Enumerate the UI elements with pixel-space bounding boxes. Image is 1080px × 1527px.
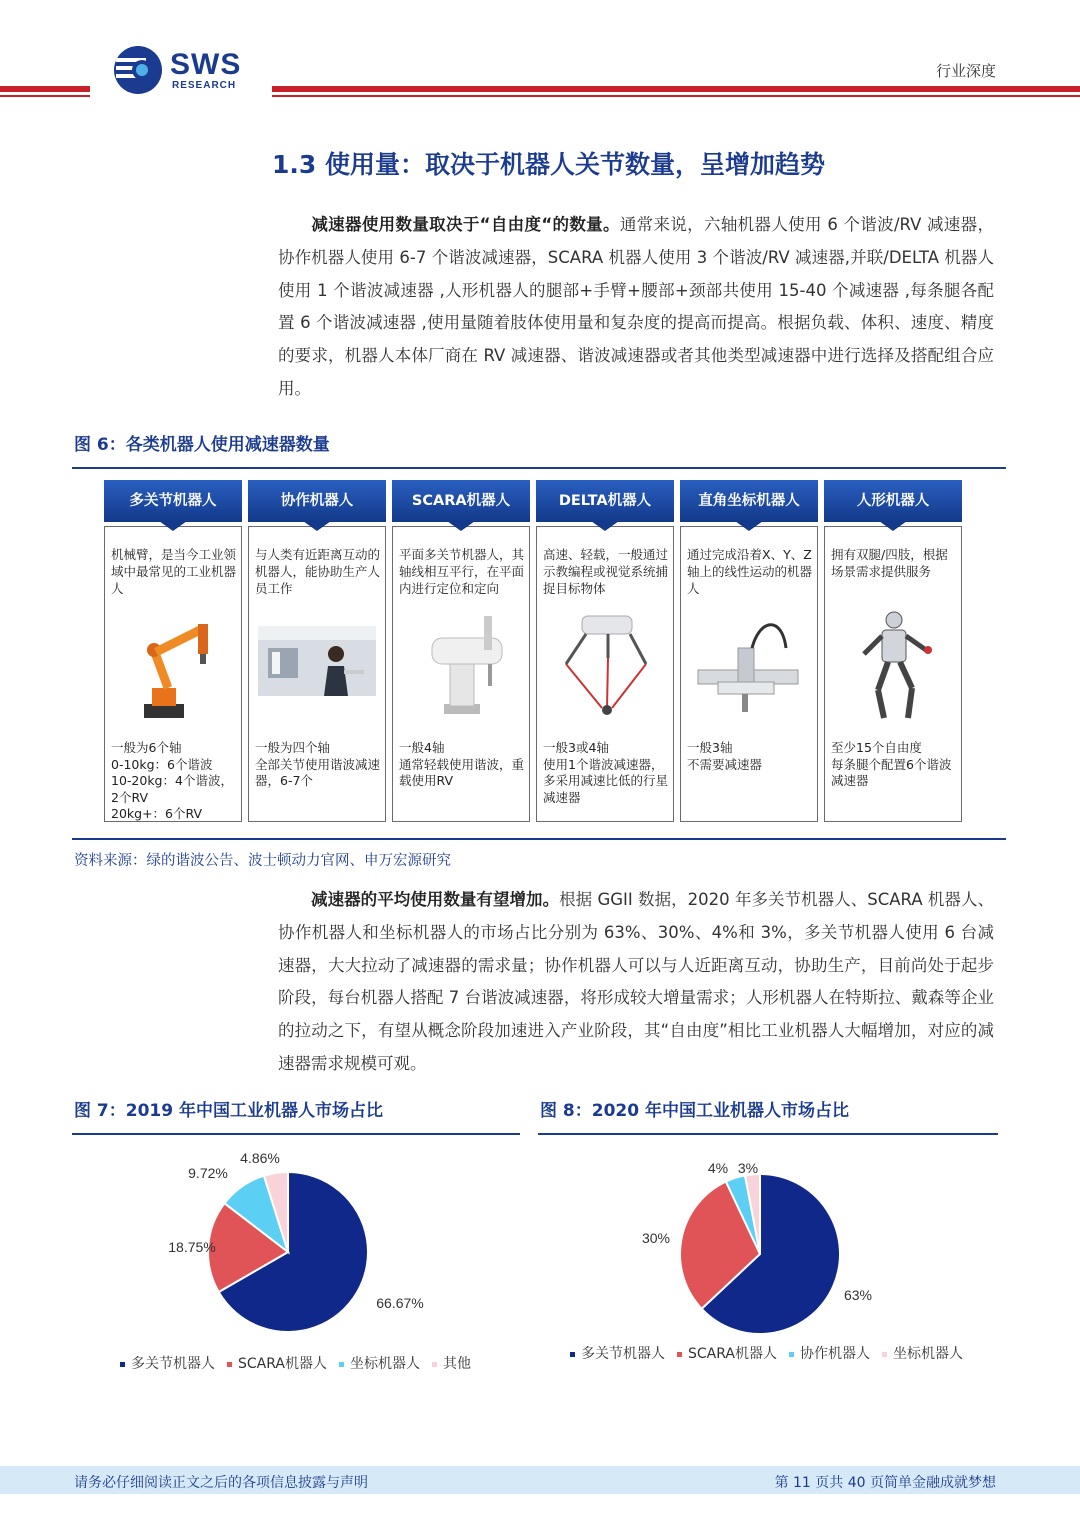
header-arrow <box>303 521 331 531</box>
legend-label: 坐标机器人 <box>892 1346 963 1362</box>
logo-text: SWS <box>170 48 242 81</box>
collaborative-robot-icon <box>258 608 376 728</box>
robot-description: 机械臂，是当今工业领域中最常见的工业机器人 <box>111 547 237 596</box>
robot-type-header: 协作机器人 <box>248 480 386 522</box>
pie-data-label: 63% <box>843 1287 873 1303</box>
footer-page-info: 第 11 页共 40 页简单金融成就梦想 <box>774 1475 996 1491</box>
robot-reducer-spec: 一般4轴 通常轻载使用谐波，重载使用RV <box>399 740 525 788</box>
paragraph-body: 根据 GGII 数据，2020 年多关节机器人、SCARA 机器人、协作机器人和坐标机器人的市场占比分别为 63%、30%、4%和 3%，多关节机器人使用 6 台减速器，大大拉动了减速器的需求量；协作机器人可以与人近距离互动，协助生产，目前尚处于起步阶段，每台机器人搭配 7 台谐波减速器，将形成较大增量需求；人形机器人在特斯拉、戴森等企业的拉动之下，有望从概念阶段加速进入产业阶段，其“自由度”相比工业机器人大幅增加，对应的减速器需求规模可观。 <box>278 890 995 1073</box>
sws-logo-icon <box>112 44 164 96</box>
legend-item <box>227 1356 327 1372</box>
header-rule <box>0 95 90 97</box>
legend-swatch <box>227 1362 232 1367</box>
robot-column <box>392 480 530 822</box>
paragraph-lead: 减速器的平均使用数量有望增加。 <box>311 890 560 909</box>
pie-data-label: 3% <box>737 1160 759 1176</box>
legend-item <box>570 1346 665 1362</box>
pie-data-label: 30% <box>641 1230 671 1246</box>
robot-column <box>104 480 242 822</box>
legend-label: SCARA机器人 <box>688 1346 777 1362</box>
figure-rule <box>538 1133 998 1135</box>
legend-label: 坐标机器人 <box>349 1356 420 1372</box>
sws-logo <box>112 44 262 100</box>
robot-column <box>680 480 818 822</box>
robot-comparison-table <box>104 480 964 822</box>
figure-rule <box>72 1133 520 1135</box>
paragraph-lead: 减速器使用数量取决于“自由度“的数量。 <box>311 215 620 234</box>
robot-type-header: DELTA机器人 <box>536 480 674 522</box>
robot-description: 与人类有近距离互动的机器人，能协助生产人员工作 <box>255 547 381 596</box>
header-arrow <box>735 521 763 531</box>
pie-data-label: 66.67% <box>376 1295 424 1311</box>
figure-rule <box>72 467 1006 469</box>
pie-data-label: 18.75% <box>168 1239 216 1255</box>
footer-disclaimer: 请务必仔细阅读正文之后的各项信息披露与声明 <box>74 1475 368 1491</box>
legend-item <box>789 1346 870 1362</box>
pie-chart-2020 <box>570 1140 970 1340</box>
robot-reducer-spec: 一般为6个轴 0-10kg：6个谐波 10-20kg：4个谐波，2个RV 20kg+：6个RV <box>111 740 233 821</box>
paragraph-body: 通常来说，六轴机器人使用 6 个谐波/RV 减速器，协作机器人使用 6-7 个谐波减速器，SCARA 机器人使用 3 个谐波/RV 减速器,并联/DELTA 机器人使用 1 个谐波减速器 ,人形机器人的腿部+手臂+腰部+颈部共使用 15-40 个减速器 ,每条腿各配置 6 个谐波减速器 ,使用量随着肢体使用量和复杂度的提高而提高。根据负载、体积、速度、精度的要求，机器人本体厂商在 RV 减速器、谐波减速器或者其他类型减速器中进行选择及搭配组合应用。 <box>278 215 994 398</box>
pie-legend-2020 <box>570 1343 975 1363</box>
legend-label: SCARA机器人 <box>238 1356 327 1372</box>
robot-type-header: 人形机器人 <box>824 480 962 522</box>
industrial-arm-icon <box>114 608 232 728</box>
header-rule <box>272 86 1080 92</box>
legend-item <box>339 1356 420 1372</box>
legend-item <box>432 1356 471 1372</box>
robot-reducer-spec: 至少15个自由度 每条腿个配置6个谐波减速器 <box>831 740 952 788</box>
cartesian-robot-icon <box>690 608 808 728</box>
figure-title: 图 7：2019 年中国工业机器人市场占比 <box>74 1101 383 1121</box>
figure-title: 图 6：各类机器人使用减速器数量 <box>74 435 330 455</box>
robot-type-header: SCARA机器人 <box>392 480 530 522</box>
legend-swatch <box>677 1352 682 1357</box>
figure-rule <box>72 838 1006 840</box>
scara-robot-icon <box>402 608 520 728</box>
legend-swatch <box>789 1352 794 1357</box>
delta-robot-icon <box>546 608 664 728</box>
legend-item <box>120 1356 215 1372</box>
legend-swatch <box>432 1362 437 1367</box>
robot-column <box>536 480 674 822</box>
legend-swatch <box>570 1352 575 1357</box>
legend-swatch <box>339 1362 344 1367</box>
legend-swatch <box>882 1352 887 1357</box>
header-arrow <box>159 521 187 531</box>
robot-reducer-spec: 一般3轴 不需要减速器 <box>687 740 763 772</box>
legend-label: 其他 <box>442 1356 471 1372</box>
pie-data-label: 4.86% <box>240 1150 280 1166</box>
logo-subtext: RESEARCH <box>172 80 237 91</box>
section-title: 1.3 使用量：取决于机器人关节数量，呈增加趋势 <box>272 150 825 179</box>
robot-reducer-spec: 一般为四个轴 全部关节使用谐波减速器，6-7个 <box>255 740 381 788</box>
legend-label: 协作机器人 <box>799 1346 870 1362</box>
body-paragraph <box>278 209 994 406</box>
robot-description: 平面多关节机器人，其轴线相互平行，在平面内进行定位和定向 <box>399 547 525 596</box>
pie-legend-2019 <box>120 1353 483 1373</box>
legend-item <box>882 1346 963 1362</box>
pie-data-label: 9.72% <box>188 1165 228 1181</box>
robot-reducer-spec: 一般3或4轴 使用1个谐波减速器，多采用减速比低的行星减速器 <box>543 740 669 805</box>
header-category-label: 行业深度 <box>935 62 996 80</box>
header-arrow <box>879 521 907 531</box>
robot-type-header: 直角坐标机器人 <box>680 480 818 522</box>
robot-description: 拥有双腿/四肢，根据场景需求提供服务 <box>831 547 948 579</box>
legend-label: 多关节机器人 <box>131 1356 215 1372</box>
pie-chart-2019 <box>100 1140 500 1350</box>
robot-description: 通过完成沿着X、Y、Z轴上的线性运动的机器人 <box>687 547 813 596</box>
header-rule <box>0 86 90 92</box>
figure-title: 图 8：2020 年中国工业机器人市场占比 <box>540 1101 849 1121</box>
robot-column <box>248 480 386 822</box>
body-paragraph <box>278 884 994 1081</box>
robot-description: 高速、轻载，一般通过示教编程或视觉系统捕捉目标物体 <box>543 547 669 596</box>
header-arrow <box>591 521 619 531</box>
legend-label: 多关节机器人 <box>581 1346 665 1362</box>
pie-data-label: 4% <box>707 1160 729 1176</box>
header-rule <box>272 95 1080 97</box>
humanoid-robot-icon <box>834 608 952 728</box>
legend-item <box>677 1346 777 1362</box>
header-arrow <box>447 521 475 531</box>
legend-swatch <box>120 1362 125 1367</box>
robot-column <box>824 480 962 822</box>
robot-type-header: 多关节机器人 <box>104 480 242 522</box>
figure-source: 资料来源：绿的谐波公告、波士顿动力官网、申万宏源研究 <box>74 853 451 869</box>
